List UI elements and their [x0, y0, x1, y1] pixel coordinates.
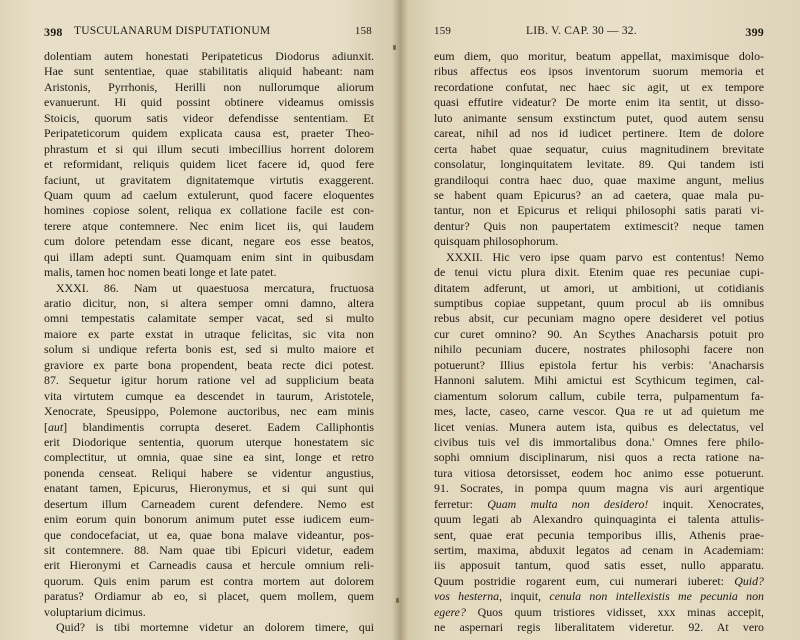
- text-line: ne aspernari regis liberalitatem videretur. 92. At vero: [434, 620, 764, 635]
- text-line: licet venias. Munera autem ista, quibus es delectatus, vel: [434, 419, 764, 434]
- binding-mark: [396, 598, 399, 603]
- text-line: Quum postridie rogarent eum, cui numerari iuberet: Quid?: [434, 573, 764, 588]
- text-line: ribus affectus eos ipsos inventorum suorum memoria et: [434, 64, 764, 79]
- text-line: luto animante sensum exstinctum putet, quod autem sensu: [434, 110, 764, 125]
- text-line: sent, quae erat pecunia temporibus illis, Athenis prae-: [434, 527, 764, 542]
- text-line: graviore ex parte bona propendent, beata recte dici potest.: [44, 357, 374, 372]
- text-line: enim eorum quin bonorum animum putet esse iudicem eum-: [44, 512, 374, 527]
- text-line: ponenda censeat. Reliqui habere se videntur angustius,: [44, 465, 374, 480]
- text-line: rebus absit, cur pecuniam magno opere desideret vel potius: [434, 311, 764, 326]
- text-line: vos hesterna, inquit, cenula non intellexistis me pecunia non: [434, 589, 764, 604]
- text-line: quasi effutire videatur? De morte enim ita sentit, ut disso-: [434, 95, 764, 110]
- left-side-number: 158: [354, 25, 372, 37]
- left-running-head: [44, 25, 372, 41]
- right-side-number: 159: [434, 25, 452, 37]
- text-line: Aristonis, Pyrrhonis, Herilli non nullorumque aliorum: [44, 79, 374, 94]
- right-running-head: [434, 25, 764, 41]
- text-line: qui illam adepti sunt. Quamquam enim sint in quibusdam: [44, 249, 374, 264]
- text-line: sumptibus copiae suppetant, quum procul ab iis omnibus: [434, 296, 764, 310]
- text-line: voluptarium dicimus.: [44, 604, 146, 619]
- text-line: recordatione confutat, nec haec sic agit, ut ex tempore: [434, 79, 764, 94]
- text-line: Peripateticorum quidem explicata causa est, praeter Theo-: [44, 126, 374, 141]
- text-line: Quid? is tibi mortemne videtur an dolorem timere, qui: [56, 620, 374, 635]
- text-line: terere atque contemnere. Nec enim licet iis, qui laudem: [44, 218, 374, 233]
- text-line: sophi omnium disciplinarum, nisi quos a recta ratione na-: [434, 450, 764, 465]
- right-page: [400, 0, 800, 640]
- left-running-title: TUSCULANARUM DISPUTATIONUM: [74, 25, 271, 37]
- text-line: careat, nihil ad nos id iudicet pertinere. Item de dolore: [434, 126, 764, 141]
- text-line: malis, tamen hoc nomen beati longe et late patet.: [44, 265, 277, 280]
- text-line: consolatur, longinquitatem levitate. 89. Qui tandem isti: [434, 157, 764, 172]
- text-line: sertim, maxima, abduxit legatos ad cenam in Academiam:: [434, 543, 764, 557]
- text-line: omni tempestatis calamitate semper vacat, sed si multo: [44, 311, 374, 326]
- text-line: quum legati ab Alexandro quinquaginta ei talenta attulis-: [434, 512, 764, 527]
- text-line: cum dolore petendam esse dicant, negare eos esse beatos,: [44, 234, 374, 249]
- text-line: que condocefaciat, ut ea, quae bona malave videantur, pos-: [44, 527, 374, 542]
- text-line: maiore ex parte exstat in utraque felicitas, sic vita non: [44, 326, 374, 341]
- text-line: Xenocrate, Speusippo, Polemone auctoribus, nec eam minis: [44, 404, 374, 419]
- text-line: erit Hieronymi et Carneadis causa et hercule omnium reli-: [44, 558, 374, 573]
- text-line: mes, lacte, caseo, carne vescor. Qua re ut ad quietum me: [434, 404, 764, 419]
- text-line: ditatem adferunt, ut amori, ut ambitioni, ut cotidianis: [434, 280, 764, 295]
- text-line: dolentiam autem honestati Peripateticus Diodorus adiunxit.: [44, 49, 374, 63]
- text-line: grandiloqui contra haec duo, quae maxime angunt, melius: [434, 172, 764, 187]
- text-line: solum si undique referta bonis est, sed si multo maiore et: [44, 342, 374, 357]
- text-line: se habent quam Epicurus? an ad caetera, quae mala pu-: [434, 187, 764, 202]
- text-line: 91. Socrates, in pompa quum magna vis auri argentique: [434, 481, 764, 496]
- left-page-number: 398: [44, 25, 63, 39]
- text-line: XXXII. Hic vero ipse quam parvo est contentus! Nemo: [446, 249, 764, 264]
- text-line: paratus? Ordiamur ab eo, si placet, quem mollem, quem: [44, 589, 374, 604]
- text-line: nihilo pecuniam ducere, nostrates philosophi facere non: [434, 342, 764, 357]
- text-line: dentur? Quis non paupertatem extimescit? neque tamen: [434, 218, 764, 233]
- left-page-text: [44, 49, 374, 636]
- text-line: enatant tamen, Epicurus, Hieronymus, et si qui sunt qui: [44, 481, 374, 496]
- text-line: 87. Sequetur igitur horum ratione vel ad supplicium beata: [44, 373, 374, 388]
- text-line: et reformidant, reliquis quidem licet facere id, quod fere: [44, 157, 374, 172]
- right-running-title: LIB. V. CAP. 30 — 32.: [526, 25, 637, 37]
- text-line: aratio dicitur, non, si altera semper omni damno, altera: [44, 296, 374, 310]
- text-line: complectitur, ut omnia, quae sine ea sint, longe et retro: [44, 450, 374, 465]
- text-line: civibus tuis vel dis immortalibus dona.' Omnes fere philo-: [434, 434, 764, 449]
- text-line: Quam quum ad caelum extulerunt, quod facere eloquentes: [44, 187, 374, 202]
- text-line: cur curet omnino? 90. An Scythes Anacharsis potuit pro: [434, 326, 764, 341]
- text-line: faciunt, ut gravitatem dignitatemque virtutis exaggerent.: [44, 172, 374, 187]
- text-line: sit contemnere. 88. Nam quae tibi Epicuri videtur, eadem: [44, 543, 374, 557]
- text-line: Hannoni salutem. Mihi amictui est Scythicum tegimen, cal-: [434, 373, 764, 388]
- text-line: egere? Quos quum tristiores vidisset, xxx minas accepit,: [434, 604, 764, 619]
- text-line: tantur, non et Epicurus et reliqui philosophi satis parati vi-: [434, 203, 764, 218]
- text-line: Hae sunt sententiae, quae stabilitatis aliquid habeant: nam: [44, 64, 374, 79]
- text-line: ferretur: Quam multa non desidero! inquit. Xenocrates,: [434, 496, 765, 511]
- text-line: evanuerunt. Hi quid possint obtinere videamus omissis: [44, 95, 374, 110]
- text-line: iis apposuit tantum, quod satis esset, nullo apparatu.: [434, 558, 764, 573]
- binding-mark: [393, 45, 396, 50]
- text-line: erit Diodorique sententia, quorum uterque honestatem sic: [44, 434, 374, 449]
- text-line: homines copiose solent, reliqua ex collatione facile est con-: [44, 203, 374, 218]
- right-page-text: [434, 49, 764, 636]
- text-line: Stoicis, quorum satis videor defendisse sententiam. Et: [44, 110, 374, 125]
- text-line: phrastum et si qui illum secuti imbecillius horrent dolorem: [44, 141, 374, 156]
- right-page-number: 399: [745, 25, 764, 39]
- text-line: de tenui victu plura dixit. Etenim quae res pecuniae cupi-: [434, 265, 764, 280]
- text-line: certa habet quae sequatur, cuius magnitudinem brevitate: [434, 141, 764, 156]
- text-line: vita virtutem cumque ea descendet in taurum, Aristotele,: [44, 388, 374, 403]
- text-line: desertum illum Carneadem curent defendere. Nemo est: [44, 496, 374, 511]
- text-line: ciamentum solorum callum, cubile terra, pulpamentum fa-: [434, 388, 764, 403]
- text-line: XXXI. 86. Nam ut quaestuosa mercatura, fructuosa: [56, 280, 374, 295]
- text-line: tura vitiosa detorsisset, eodem hoc animo esse potuerunt.: [434, 465, 764, 480]
- text-line: [aut] blandimentis corrupta deseret. Eadem Calliphontis: [44, 419, 374, 434]
- text-line: quorum. Quis enim parum est contra mortem aut dolorem: [44, 573, 374, 588]
- text-line: quisquam philosophorum.: [434, 234, 559, 249]
- text-line: eum diem, quo moritur, beatum appellat, maximisque dolo-: [434, 49, 764, 63]
- text-line: potuerunt? Illius epistola fertur his verbis: 'Anacharsis: [434, 357, 764, 372]
